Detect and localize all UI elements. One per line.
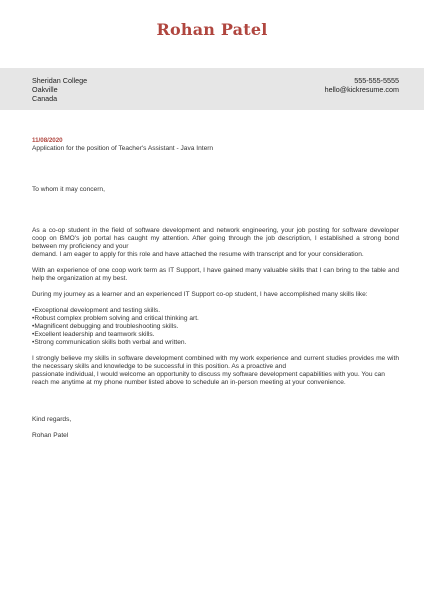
skill-item: • Magnificent debugging and troubleshooting skills.	[32, 323, 399, 331]
email-address: hello@kickresume.com	[324, 85, 399, 94]
paragraph-conclusion: I strongly believe my skills in software development combined with my work experience and current studies provides me with the necessary skills and knowledge to be successful in this position. As a proactive and	[32, 355, 399, 370]
address-line-city: Oakville	[32, 85, 58, 94]
salutation: To whom it may concern,	[32, 186, 105, 193]
signature: Rohan Patel	[32, 432, 69, 439]
skill-item: • Robust complex problem solving and critical thinking art.	[32, 315, 399, 323]
skill-item: • Excellent leadership and teamwork skills.	[32, 331, 399, 339]
address-line-country: Canada	[32, 94, 58, 103]
letter-date: 11/08/2020	[32, 137, 63, 144]
paragraph-intro-continued: demand. I am eager to apply for this role and have attached the resume with transcript and for your consideration.	[32, 251, 364, 258]
paragraph-conclusion-continued: passionate individual, I would welcome an opportunity to discuss my software development capabilities with you. You can reach me anytime at my phone number listed above to schedule an in-person meeting at your convenience.	[32, 371, 385, 386]
address-block	[32, 76, 87, 103]
letter-body	[32, 186, 399, 440]
applicant-name: Rohan Patel	[156, 20, 268, 39]
skill-item: • Strong communication skills both verbal and written.	[32, 339, 399, 347]
closing: Kind regards,	[32, 416, 72, 423]
paragraph-skills-intro: During my journey as a learner and an experienced IT Support co-op student, I have accomplished many skills like:	[32, 291, 368, 298]
contact-details	[325, 76, 399, 94]
phone-number: 555-555-5555	[354, 76, 399, 85]
contact-bar	[0, 68, 424, 110]
address-line-school: Sheridan College	[32, 76, 88, 85]
skills-list	[32, 307, 399, 347]
letter-subject: Application for the position of Teacher's Assistant - Java Intern	[32, 145, 214, 152]
paragraph-intro: As a co-op student in the field of software development and network engineering, your job posting for software developer coop on BMO's job portal has caught my attention. After going through the job description, I established a strong bond between my proficiency and your	[32, 227, 399, 250]
skill-item: • Exceptional development and testing skills.	[32, 307, 399, 315]
paragraph-experience: With an experience of one coop work term as IT Support, I have gained many valuable skills that I can bring to the table and help the organization at my best.	[32, 267, 399, 282]
